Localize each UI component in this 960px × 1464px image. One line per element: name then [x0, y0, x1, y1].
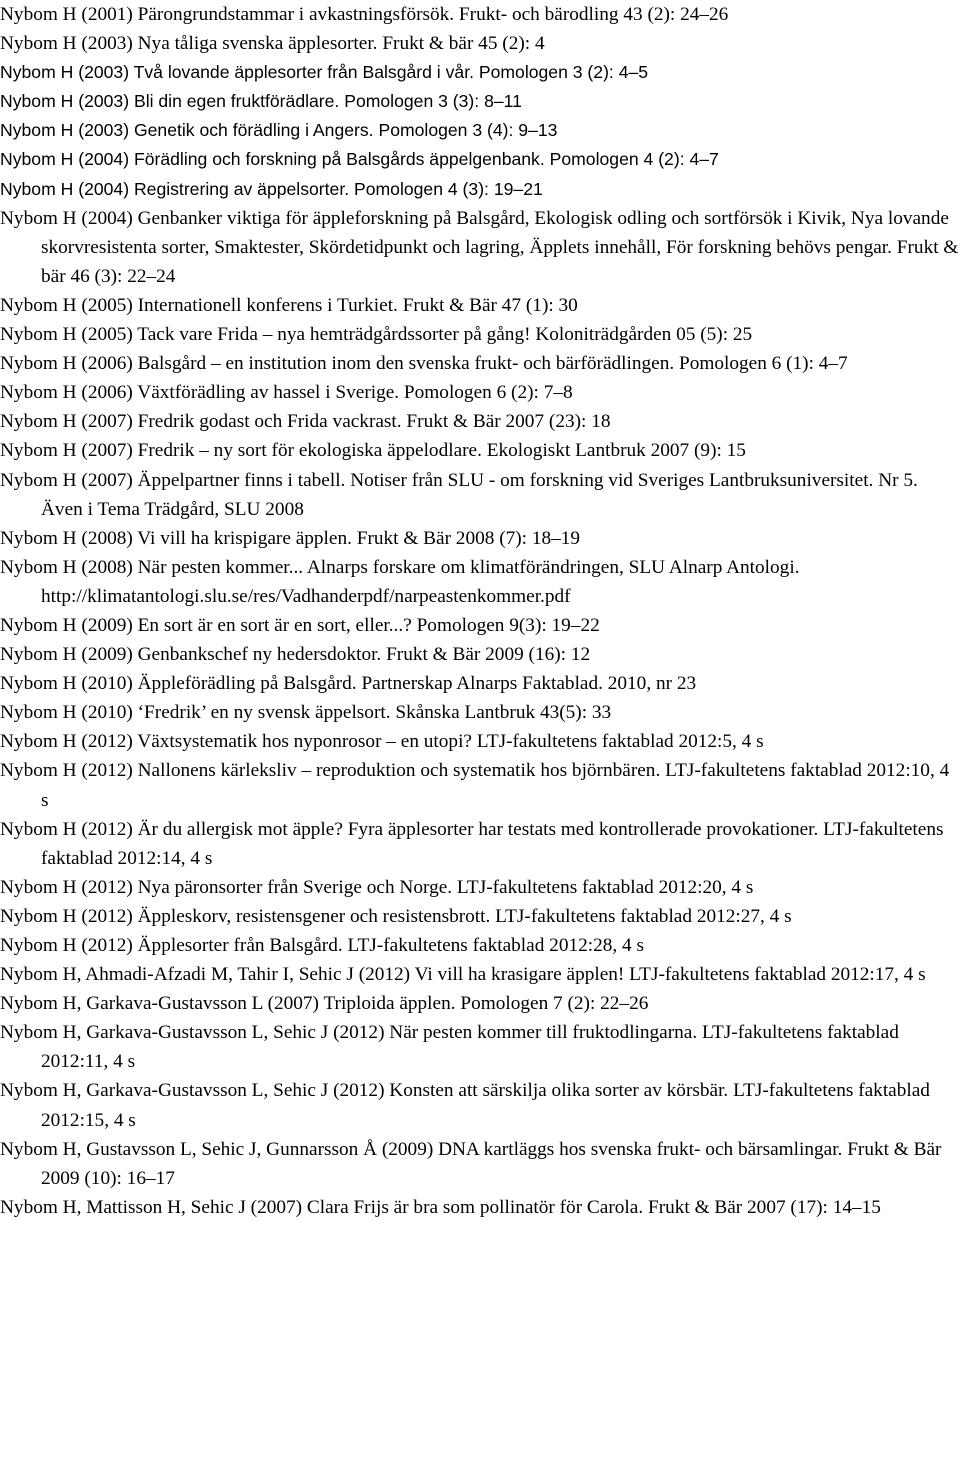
reference-entry: Nybom H (2005) Internationell konferens i Turkiet. Frukt & Bär 47 (1): 30	[0, 294, 578, 316]
reference-entry: Nybom H, Garkava-Gustavsson L, Sehic J (2012) Konsten att särskilja olika sorter av körsbär. LTJ-fakultetens faktablad 2012:15, 4 s	[0, 1080, 930, 1131]
reference-entry: Nybom H (2004) Genbanker viktiga för äppleforskning på Balsgård, Ekologisk odling och sortförsök i Kivik, Nya lovande skorvresistenta sorter, Smaktester, Skördetidpunkt och lagring, Äpplets innehåll, För forskning behövs pengar. Frukt & bär 46 (3): 22–24	[0, 207, 959, 287]
reference-entry: Nybom H (2007) Äppelpartner finns i tabell. Notiser från SLU - om forskning vid Sveriges Lantbruksuniversitet. Nr 5. Även i Tema Trädgård, SLU 2008	[0, 469, 918, 520]
reference-entry: Nybom H (2009) Genbankschef ny hedersdoktor. Frukt & Bär 2009 (16): 12	[0, 644, 591, 666]
reference-entry: Nybom H (2010) ‘Fredrik’ en ny svensk äppelsort. Skånska Lantbruk 43(5): 33	[0, 702, 612, 724]
reference-entry: Nybom H (2012) Är du allergisk mot äpple? Fyra äpplesorter har testats med kontrollerade provokationer. LTJ-fakultetens faktablad 2012:14, 4 s	[0, 818, 944, 869]
reference-entry: Nybom H (2012) Nya päronsorter från Sverige och Norge. LTJ-fakultetens faktablad 2012:20, 4 s	[0, 876, 754, 898]
reference-entry: Nybom H (2007) Fredrik godast och Frida vackrast. Frukt & Bär 2007 (23): 18	[0, 411, 611, 433]
reference-entry: Nybom H (2006) Växtförädling av hassel i Sverige. Pomologen 6 (2): 7–8	[0, 382, 573, 404]
reference-entry: Nybom H (2001) Pärongrundstammar i avkastningsförsök. Frukt- och bärodling 43 (2): 24–26	[0, 4, 729, 25]
reference-entry: Nybom H (2012) Nallonens kärleksliv – reproduktion och systematik hos björnbären. LTJ-fakultetens faktablad 2012:10, 4 s	[0, 760, 950, 811]
reference-entry: Nybom H (2004) Registrering av äppelsorter. Pomologen 4 (3): 19–21	[0, 178, 543, 199]
reference-entry: Nybom H (2009) En sort är en sort är en sort, eller...? Pomologen 9(3): 19–22	[0, 614, 600, 636]
reference-entry: Nybom H (2012) Växtsystematik hos nyponrosor – en utopi? LTJ-fakultetens faktablad 2012:5, 4 s	[0, 731, 764, 753]
reference-entry: Nybom H (2003) Nya tåliga svenska äpplesorter. Frukt & bär 45 (2): 4	[0, 33, 545, 55]
reference-entry: Nybom H, Mattisson H, Sehic J (2007) Clara Frijs är bra som pollinatör för Carola. Frukt & Bär 2007 (17): 14–15	[0, 1196, 881, 1218]
reference-entry: Nybom H (2004) Förädling och forskning på Balsgårds äppelgenbank. Pomologen 4 (2): 4–7	[0, 149, 719, 170]
reference-entry: Nybom H, Garkava-Gustavsson L (2007) Triploida äpplen. Pomologen 7 (2): 22–26	[0, 993, 649, 1015]
reference-entry: Nybom H (2012) Äppleskorv, resistensgener och resistensbrott. LTJ-fakultetens faktablad 2012:27, 4 s	[0, 905, 792, 927]
reference-entry: Nybom H, Ahmadi-Afzadi M, Tahir I, Sehic J (2012) Vi vill ha krasigare äpplen! LTJ-fakultetens faktablad 2012:17, 4 s	[0, 964, 926, 986]
reference-entry: Nybom H (2003) Två lovande äpplesorter från Balsgård i vår. Pomologen 3 (2): 4–5	[0, 62, 649, 83]
reference-entry: Nybom H (2005) Tack vare Frida – nya hemträdgårdssorter på gång! Koloniträdgården 05 (5): 25	[0, 324, 753, 346]
reference-entry: Nybom H (2008) Vi vill ha krispigare äpplen. Frukt & Bär 2008 (7): 18–19	[0, 527, 581, 549]
reference-entry: Nybom H (2010) Äppleförädling på Balsgård. Partnerskap Alnarps Faktablad. 2010, nr 23	[0, 673, 697, 695]
reference-entry: Nybom H (2003) Bli din egen fruktförädlare. Pomologen 3 (3): 8–11	[0, 91, 522, 112]
reference-entry: Nybom H (2007) Fredrik – ny sort för ekologiska äppelodlare. Ekologiskt Lantbruk 2007 (9): 15	[0, 440, 746, 462]
reference-entry: Nybom H (2008) När pesten kommer... Alnarps forskare om klimatförändringen, SLU Alnarp Antologi. http://klimatantologi.slu.se/res/Vadhanderpdf/narpeastenkommer.pdf	[0, 556, 800, 607]
reference-entry: Nybom H (2006) Balsgård – en institution inom den svenska frukt- och bärförädlingen. Pomologen 6 (1): 4–7	[0, 353, 848, 375]
reference-entry: Nybom H, Gustavsson L, Sehic J, Gunnarsson Å (2009) DNA kartläggs hos svenska frukt- och bärsamlingar. Frukt & Bär 2009 (10): 16–17	[0, 1138, 942, 1189]
reference-entry: Nybom H (2003) Genetik och förädling i Angers. Pomologen 3 (4): 9–13	[0, 120, 558, 141]
reference-entry: Nybom H (2012) Äpplesorter från Balsgård. LTJ-fakultetens faktablad 2012:28, 4 s	[0, 935, 644, 956]
reference-entry: Nybom H, Garkava-Gustavsson L, Sehic J (2012) När pesten kommer till fruktodlingarna. LTJ-fakultetens faktablad 2012:11, 4 s	[0, 1022, 899, 1073]
